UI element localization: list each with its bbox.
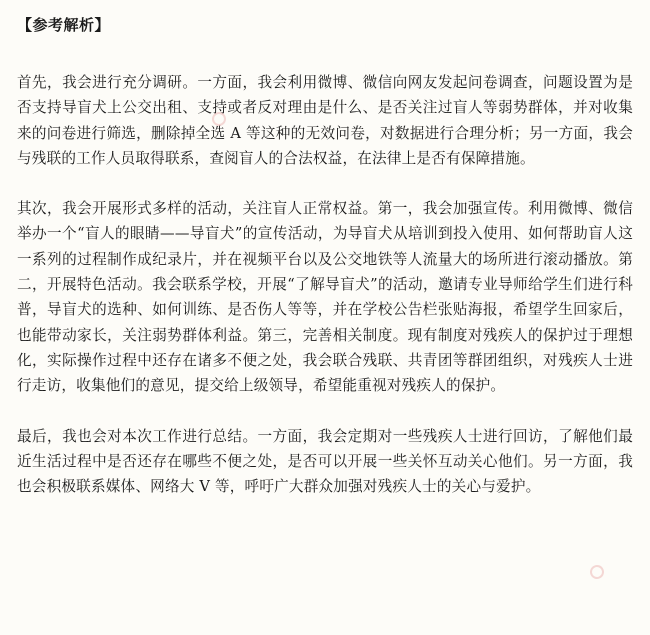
- paragraph-research: 首先，我会进行充分调研。一方面，我会利用微博、微信向网友发起问卷调查，问题设置为是否支持导盲犬上公交出租、支持或者反对理由是什么、是否关注过盲人等弱势群体，并对收集来的问卷进行筛选，删除掉全选 A 等这种的无效问卷，对数据进行合理分析；另一方面，我会与残联的工作人员取得联系，查阅盲人的合法权益，在法律上是否有保障措施。: [17, 74, 633, 167]
- paragraph-summary: 最后，我也会对本次工作进行总结。一方面，我会定期对一些残疾人士进行回访，了解他们最近生活过程中是否还存在哪些不便之处，是否可以开展一些关怀互动关心他们。另一方面，我也会积极联系媒体、网络大 V 等，呼吁广大群众加强对残疾人士的关心与爱护。: [17, 427, 633, 496]
- section-heading: 【参考解析】: [17, 16, 111, 34]
- paragraph-activities: 其次，我会开展形式多样的活动，关注盲人正常权益。第一，我会加强宣传。利用微博、微信举办一个“盲人的眼睛——导盲犬”的宣传活动，为导盲犬从培训到投入使用、如何帮助盲人这一系列的过程制作成纪录片，并在视频平台以及公交地铁等人流量大的场所进行滚动播放。第二，开展特色活动。我会联系学校，开展“了解导盲犬”的活动，邀请专业导师给学生们进行科普，导盲犬的选种、如何训练、是否伤人等等，并在学校公告栏张贴海报，希望学生回家后，也能带动家长，关注弱势群体利益。第三，完善相关制度。现有制度对残疾人的保护过于理想化，实际操作过程中还存在诸多不便之处，我会联合残联、共青团等群团组织，对残疾人士进行走访，收集他们的意见，提交给上级领导，希望能重视对残疾人的保护。: [17, 200, 633, 395]
